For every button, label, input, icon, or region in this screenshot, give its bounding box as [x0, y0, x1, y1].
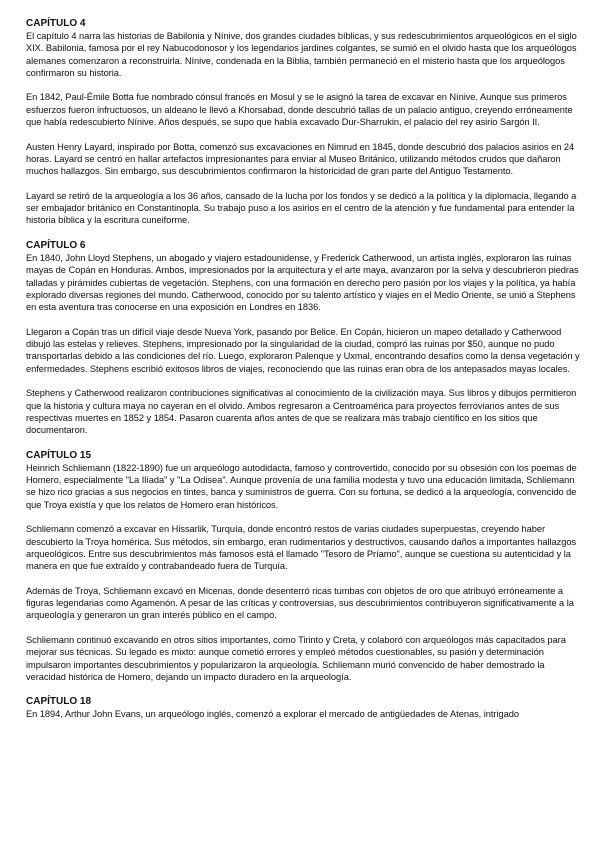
chapter-title: CAPÍTULO 18 [26, 696, 92, 708]
paragraph: Llegaron a Copán tras un difícil viaje desde Nueva York, pasando por Belice. En Copán, hicieron un mapeo detallado y Catherwood dibujó las estelas y relieves. Stephens, impresionado por la singularidad de la ciudad, compró las ruinas por $50, aunque no pudo transportarlas debido a las condiciones del río. Luego, exploraron Palenque y Uxmal, encontrando desafíos como la densa vegetación y enfermedades. Stephens escribió exitosos libros de viajes, reconociendo que las ruinas eran obra de los antepasados mayas locales. [26, 326, 580, 374]
paragraph: En 1842, Paul-Émile Botta fue nombrado cónsul francés en Mosul y se le asignó la tarea de excavar en Nínive. Aunque sus primeros esfuerzos fueron infructuosos, un aldeano le llevó a Khorsabad, donde descubrió tallas de un palacio antiguo, creyendo erróneamente que había redescubierto Nínive. Años después, se supo que había excavado Dur-Sharrukin, el palacio del rey asirio Sargón II. [26, 92, 573, 128]
paragraph: Layard se retiró de la arqueología a los 36 años, cansado de la lucha por los fondos y se dedicó a la política y la diplomacia, llegando a ser embajador británico en Constantinopla. Su trabajo puso a los asirios en el centro de la atención y fue fundamental para entender la historia bíblica y la escritura cuneiforme. [26, 190, 577, 226]
paragraph: En 1840, John Lloyd Stephens, un abogado y viajero estadounidense, y Frederick Catherwood, un artista inglés, exploraron las ruinas mayas de Copán en Honduras. Ambos, impresionados por la arquitectura y el arte maya, avanzaron por la selva y descubrieron piedras talladas y pirámides cubiertas de vegetación. Stephens, con una formación en derecho pero pasión por los viajes y la política, ya había explorado diversas regiones del mundo. Catherwood, conocido por su talento artístico y viajes en el Medio Oriente, se unió a Stephens en esta aventura tras conocerse en una exposición en Londres en 1836. [26, 253, 579, 313]
chapter-title: CAPÍTULO 4 [26, 18, 86, 29]
paragraph: Stephens y Catherwood realizaron contribuciones significativas al conocimiento de la civilización maya. Sus libros y dibujos permitieron que la historia y cultura maya no cayeran en el olvido. Ambos regresaron a Centroamérica para proyectos ferroviarios antes de sus respectivas muertes en 1852 y 1854. Pasaron cuarenta años antes de que se realizara más trabajo científico en los sitios que documentaron. [26, 388, 577, 436]
paragraph: En 1894, Arthur John Evans, un arqueólogo inglés, comenzó a explorar el mercado de antigüedades de Atenas, intrigado [26, 709, 519, 720]
chapter-18 [26, 695, 580, 720]
chapter-15 [26, 449, 580, 683]
paragraph: Además de Troya, Schliemann excavó en Micenas, donde desenterró ricas tumbas con objetos de oro que atribuyó erróneamente a figuras legendarias como Agamenón. A pesar de las críticas y controversias, sus descubrimientos contribuyeron significativamente a la arqueología y generaron un gran interés público en el campo. [26, 585, 574, 621]
paragraph: Schliemann comenzó a excavar en Hissarlik, Turquía, donde encontró restos de varias ciudades superpuestas, creyendo haber descubierto la Troya homérica. Sus métodos, sin embargo, eran rudimentarios y destructivos, causando daños a importantes hallazgos arqueológicos. Entre sus descubrimientos más famosos está el llamado "Tesoro de Príamo", aunque se cuestiona su autenticidad y la manera en que fue extraído y contrabandeado fuera de Turquía. [26, 524, 577, 572]
paragraph: El capítulo 4 narra las historias de Babilonia y Nínive, dos grandes ciudades bíblicas, y sus redescubrimientos arqueológicos en el siglo XIX. Babilonia, famosa por el rey Nabucodonosor y los legendarios jardines colgantes, se sumió en el olvido hasta que los arqueólogos alemanes comenzaron a reconstruirla. Nínive, condenada en la Biblia, también permaneció en el misterio hasta que los arqueólogos confirmaron su historia. [26, 31, 577, 78]
paragraph: Austen Henry Layard, inspirado por Botta, comenzó sus excavaciones en Nimrud en 1845, donde descubrió dos palacios asirios en 24 horas. Layard se centró en hallar artefactos impresionantes para enviar al Museo Británico, utilizando métodos crudos que dañaron muchos hallazgos. Sin embargo, sus descubrimientos confirmaron la historicidad de gran parte del Antiguo Testamento. [26, 141, 575, 177]
chapter-6 [26, 239, 580, 436]
chapter-4 [26, 17, 580, 227]
paragraph: Schliemann continuó excavando en otros sitios importantes, como Tirinto y Creta, y colaboró con arqueólogos más capacitados para mejorar sus técnicas. Su legado es mixto: aunque cometió errores y empleó métodos cuestionables, su pasión y determinación impulsaron importantes descubrimientos y popularizaron la arqueología. Schliemann murió convencido de haber demostrado la veracidad histórica de Homero, dejando un impacto duradero en la arqueología. [26, 634, 566, 682]
chapter-title: CAPÍTULO 15 [26, 449, 92, 461]
chapter-title: CAPÍTULO 6 [26, 240, 86, 252]
paragraph: Heinrich Schliemann (1822-1890) fue un arqueólogo autodidacta, famoso y controvertido, conocido por su obsesión con los poemas de Homero, especialmente "La Ilíada" y "La Odisea". Aunque provenía de una familia modesta y tuvo una educación limitada, Schliemann se hizo rico gracias a sus negocios en tintes, banca y suministros de guerra. Con su fortuna, se dedicó a la arqueología, convencido de que Troya existía y que los relatos de Homero eran históricos. [26, 462, 577, 510]
